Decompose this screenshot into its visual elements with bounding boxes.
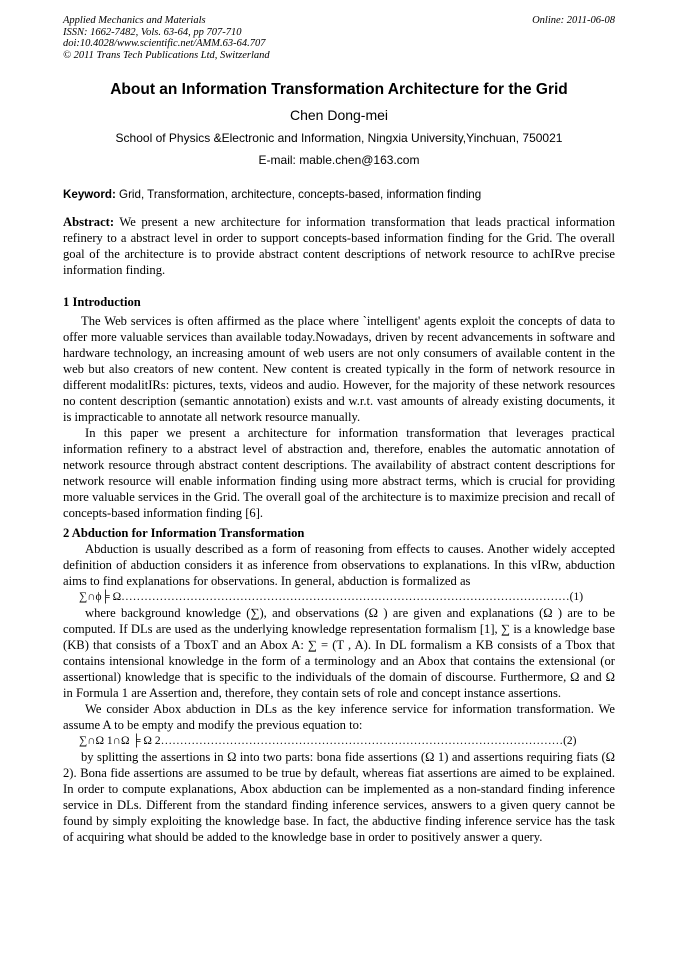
keyword-line — [63, 187, 615, 203]
online-date: Online: 2011-06-08 — [532, 15, 615, 26]
abstract-text: We present a new architecture for information transformation that leads practical information refinery to a abstract level in order to support concepts-based information finding for the Grid. The overall goal of the architecture is to provide abstract content descriptions of network resource to achIRve precise information finding. — [63, 215, 615, 277]
intro-paragraph-2: In this paper we present a architecture for information transformation that leverages practical information refinery to a abstract level of abstraction and, therefore, enables the automatic annotation of network resource through abstract content descriptions. The availability of abstract content descriptions for network resource will enable information finding using more abstract terms, which is crucial for providing more valuable services in the Grid. The overall goal of the architecture is to maximize precision and recall of concepts-based information finding [6]. — [63, 426, 615, 520]
abduction-paragraph-2: where background knowledge (∑), and observations (Ω ) are given and explanations (Ω ) are to be computed. If DLs are used as the underlying knowledge representation formalism [1], ∑ is a knowledge base (KB) that consists of a TboxT and an Abox A: ∑ = (T , A). In DL formalism a KB consists of a Tbox that contains intensional knowledge in the form of a terminology and an Abox that contains the extensional (or assertional) knowledge that is specific to the individuals of the domain of discourse. Furthermore, Ω and Ω in Formula 1 are Assertion and, therefore, they contain sets of role and concept instance assertions. — [63, 606, 615, 700]
author-email: E-mail: mable.chen@163.com — [258, 153, 420, 167]
affiliation: School of Physics &Electronic and Information, Ningxia University,Yinchuan, 750021 — [115, 131, 563, 145]
paper-body — [63, 214, 615, 845]
section-heading-abduction: 2 Abduction for Information Transformation — [63, 526, 305, 540]
journal-header — [63, 15, 270, 61]
keyword-label: Keyword: — [63, 188, 116, 201]
copyright-line: © 2011 Trans Tech Publications Ltd, Switzerland — [63, 49, 270, 61]
abduction-paragraph-1: Abduction is usually described as a form of reasoning from effects to causes. Another widely accepted definition of abduction considers it as inference from observations to explanations. In this vIRw, abduction aims to find explanations for observations. In general, abduction is formalized as — [63, 542, 615, 588]
intro-paragraph-1: The Web services is often affirmed as the place where `intelligent' agents exploit the concepts of data to offer more valuable services than available today.Nowadays, driven by recent advancements in software and hardware technology, an increasing amount of web users are not only consumers of available content in the web but also creators of new content. New content is created typically in the form of network resource in different modalitIRs: pictures, texts, videos and audio. However, for the majority of these network resources no content description (semantic annotation) exists and w.r.t. vast amounts of already existing documents, it is impracticable to annotate all network resource manually. — [63, 314, 615, 424]
abduction-paragraph-3: We consider Abox abduction in DLs as the key inference service for information transformation. We assume A to be empty and modify the previous equation to: — [63, 702, 615, 732]
abstract — [63, 214, 615, 278]
journal-name: Applied Mechanics and Materials — [63, 15, 206, 26]
title-block — [40, 80, 638, 168]
formula-2: ∑∩Ω 1∩Ω ╞ Ω 2……………………………………………………………………………………………(2) — [79, 735, 577, 747]
doi-line: doi:10.4028/www.scientific.net/AMM.63-64.707 — [63, 38, 266, 49]
section-heading-introduction: 1 Introduction — [63, 295, 141, 309]
paper-title: About an Information Transformation Architecture for the Grid — [110, 81, 568, 98]
author-name: Chen Dong-mei — [289, 107, 389, 123]
keyword-text: Grid, Transformation, architecture, concepts-based, information finding — [115, 188, 482, 201]
issn-line: ISSN: 1662-7482, Vols. 63-64, pp 707-710 — [63, 26, 242, 38]
abduction-paragraph-4: by splitting the assertions in Ω into two parts: bona fide assertions (Ω 1) and assertions requiring fiats (Ω 2). Bona fide assertions are assumed to be true by default, whereas fiat assertions are aimed to be explained. In order to compute explanations, Abox abduction can be implemented as a non-standard finding inference service in DLs. Different from the standard finding inference services, answers to a given query cannot be found by simply exploiting the knowledge base. In fact, the abductive finding inference service has the task of acquiring what should be added to the knowledge base in order to positively answer a query. — [63, 750, 615, 844]
formula-1: ∑∩ϕ╞ Ω………………………………………………………………………………………………………(1) — [79, 591, 584, 603]
abstract-label: Abstract: — [63, 215, 115, 229]
